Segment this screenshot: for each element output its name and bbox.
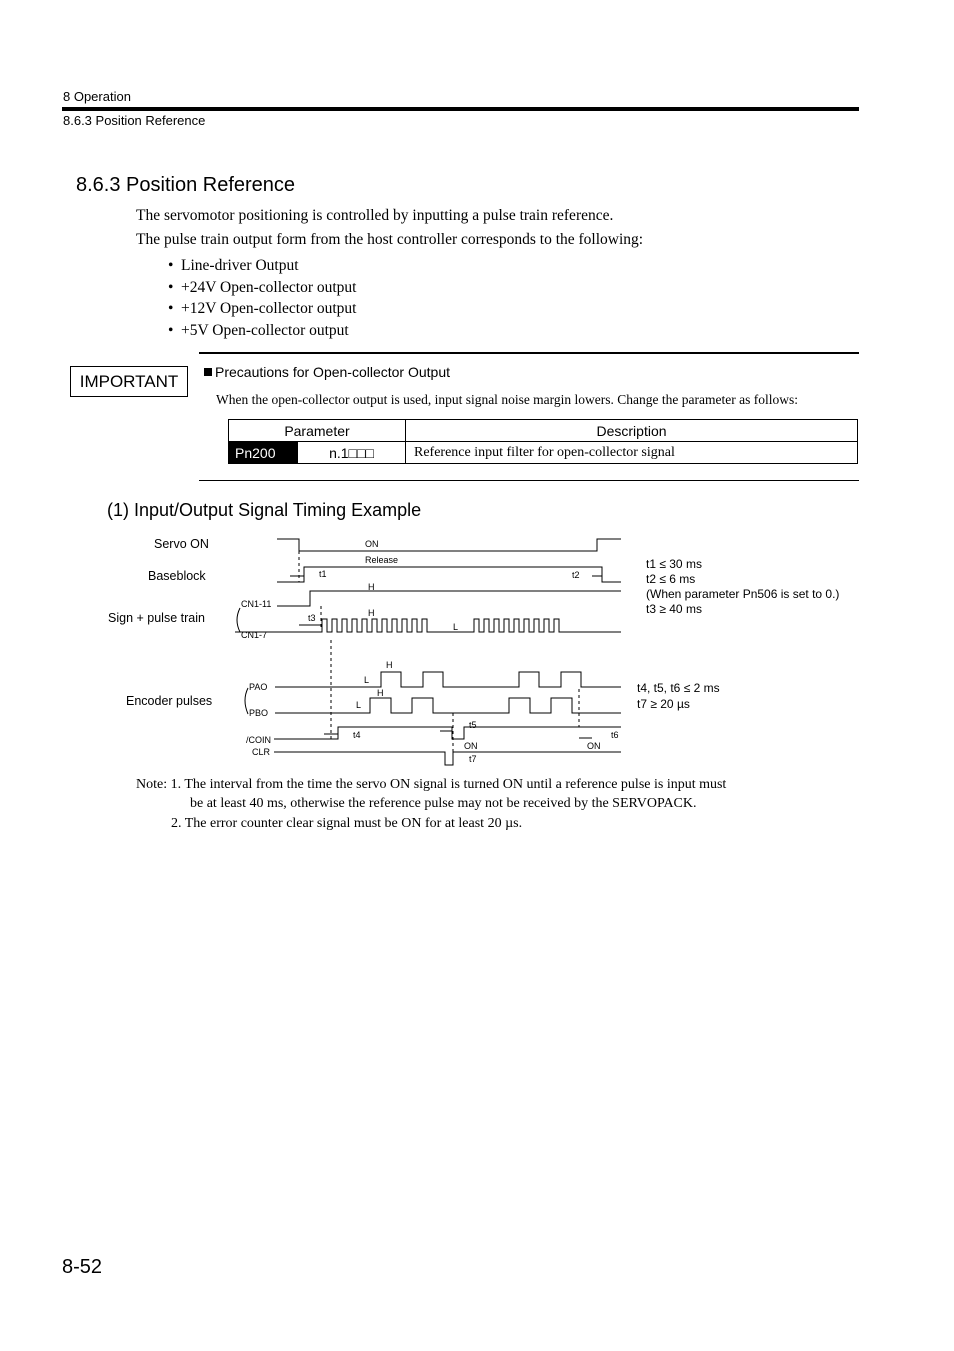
intro-paragraph-1: The servomotor positioning is controlled by inputting a pulse train reference. [136,207,614,224]
note-2: 2. The error counter clear signal must be ON for at least 20 µs. [171,816,523,831]
t4-label: t4 [353,730,361,740]
encoder-bracket [245,688,248,714]
l-level-label: L [453,622,459,632]
coin-label: /COIN [246,735,272,745]
precautions-text: When the open-collector output is used, input signal noise margin lowers. Change the parameter as follows: [216,392,798,407]
baseblock-label: Baseblock [148,569,206,583]
encoder-label: Encoder pulses [126,694,213,708]
section-title: 8.6.3 Position Reference [76,174,296,196]
param-description: Reference input filter for open-collector signal [406,442,858,464]
cn1-11-waveform [277,591,621,606]
h-level-label: H [386,660,393,670]
timing-arrows [290,576,602,738]
h-level-label: H [368,582,375,592]
servo-on-waveform [277,539,621,551]
clr-on-label: ON [587,741,601,751]
clr-waveform [274,752,621,765]
release-level-label: Release [365,555,399,565]
cn1-7-waveform [235,619,621,632]
timing-title: (1) Input/Output Signal Timing Example [107,500,422,520]
condition-t1: t1 ≤ 30 ms [646,557,702,571]
h-level-label: H [377,688,384,698]
timing-guides [299,551,579,752]
list-item: • +24V Open-collector output [168,278,357,296]
list-item: • +5V Open-collector output [168,322,349,340]
t2-label: t2 [572,570,580,580]
t3-label: t3 [308,613,316,623]
important-label: IMPORTANT [70,366,188,397]
timing-waveforms [235,539,621,765]
header-section: 8.6.3 Position Reference [63,113,206,128]
intro-paragraph-2: The pulse train output form from the host controller corresponds to the following: [136,231,644,248]
t6-label: t6 [611,730,619,740]
sign-pulse-bracket [237,608,240,632]
cn1-11-label: CN1-11 [241,599,272,609]
clr-label: CLR [252,747,271,757]
l-level-label: L [364,675,370,685]
condition-t3: t3 ≥ 40 ms [646,602,702,616]
baseblock-waveform [277,567,621,582]
header-chapter: 8 Operation [63,89,131,104]
note-1-line-1: Note: 1. The interval from the time the servo ON signal is turned ON until a reference pulse is input must [136,777,727,792]
condition-t2: t2 ≤ 6 ms [646,572,696,586]
condition-pn506: (When parameter Pn506 is set to 0.) [646,587,840,601]
table-header-parameter: Parameter [229,420,406,442]
param-value: n.1□□□ [298,442,406,464]
pao-label: PAO [249,682,268,692]
condition-t7: t7 ≥ 20 µs [637,697,690,711]
t1-label: t1 [319,569,327,579]
sign-pulse-label: Sign + pulse train [108,611,205,625]
servo-on-label: Servo ON [154,537,209,551]
l-level-label: L [356,700,362,710]
pbo-waveform [275,698,621,713]
pao-waveform [275,672,621,687]
coin-waveform [274,727,621,739]
precautions-title: Precautions for Open-collector Output [204,364,450,380]
list-item: • +12V Open-collector output [168,300,357,318]
page-number: 8-52 [62,1256,103,1278]
coin-on-label: ON [464,741,478,751]
param-number: Pn200 [229,442,298,464]
note-1-line-2: be at least 40 ms, otherwise the reference pulse may not be received by the SERVOPACK. [190,796,697,811]
t5-label: t5 [469,720,477,730]
on-level-label: ON [365,539,379,549]
cn1-7-label: CN1-7 [241,630,268,640]
list-item: • Line-driver Output [168,257,299,274]
pbo-label: PBO [249,708,269,718]
t7-label: t7 [469,754,477,764]
condition-t4-t6: t4, t5, t6 ≤ 2 ms [637,681,720,695]
h-level-label: H [368,608,375,618]
table-header-description: Description [406,420,858,442]
